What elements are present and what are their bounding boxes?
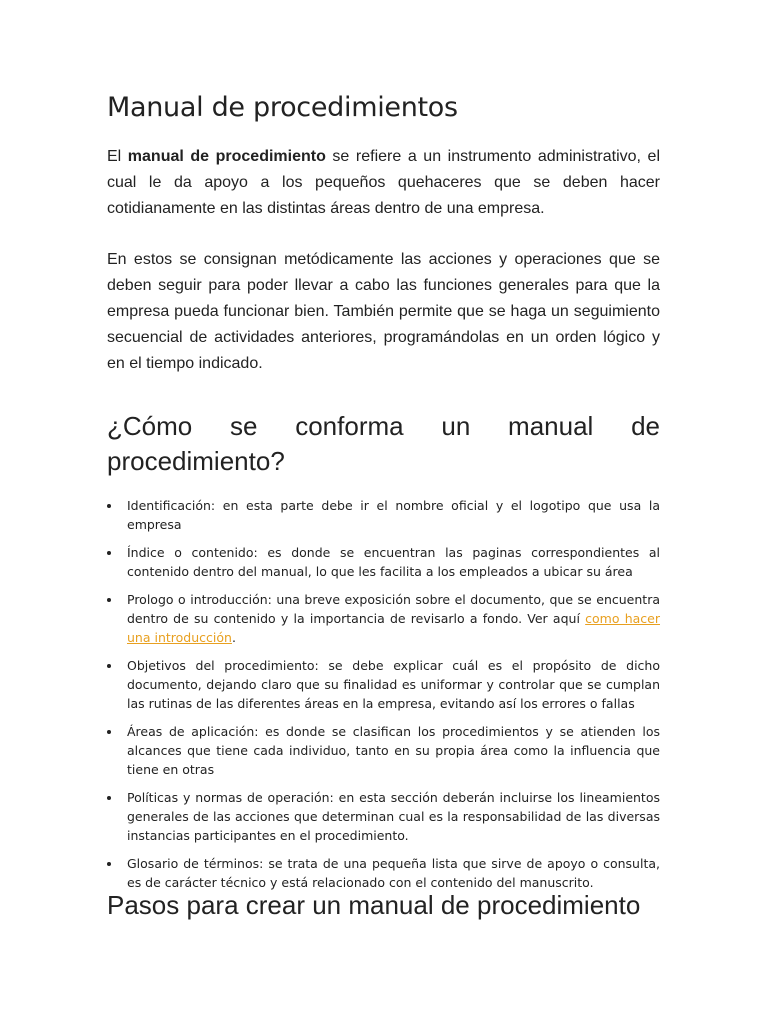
list-item-suffix: .	[231, 630, 236, 645]
list-item	[107, 656, 660, 713]
list-item	[107, 788, 660, 845]
list-item-text: Prologo o introducción: una breve exposición sobre el documento, que se encuentra dentro de su contenido y la importancia de revisarlo a fondo. Ver aquí	[127, 592, 660, 626]
heading-word: manual	[508, 411, 594, 441]
section-heading-pasos: Pasos para crear un manual de procedimiento	[107, 890, 641, 920]
intro-prefix: El	[107, 148, 128, 165]
list-item	[107, 590, 660, 647]
intro-bold-term: manual de procedimiento	[127, 148, 326, 165]
section-heading-conforma	[107, 409, 660, 479]
list-item-text: Identificación: en esta parte debe ir el nombre oficial y el logotipo que usa la empresa	[127, 498, 660, 532]
list-item-text: Objetivos del procedimiento: se debe explicar cuál es el propósito de dicho documento, dejando claro que su finalidad es uniformar y controlar que se cumplan las rutinas de las diferentes áreas en la empresa, evitando así los errores o fallas	[127, 658, 660, 711]
page-title: Manual de procedimientos	[107, 92, 458, 123]
list-item-text: Glosario de términos: se trata de una pequeña lista que sirve de apoyo o consulta, es de carácter técnico y está relacionado con el contenido del manuscrito.	[127, 856, 660, 890]
list-item	[107, 496, 660, 534]
heading-word: de	[631, 411, 660, 441]
list-item	[107, 854, 660, 892]
intro-paragraph	[107, 144, 660, 222]
introduction-link[interactable]: como hacer una introducción	[127, 611, 660, 645]
heading-line-2: procedimiento?	[107, 446, 285, 476]
list-item-text: Políticas y normas de operación: en esta sección deberán incluirse los lineamientos generales de las acciones que determinan cual es la responsabilidad de las diversas instancias participantes en el procedimiento.	[127, 790, 660, 843]
heading-line-1	[107, 409, 660, 444]
components-list	[107, 496, 660, 901]
heading-word: conforma	[295, 411, 404, 441]
list-item	[107, 543, 660, 581]
heading-word: se	[230, 411, 258, 441]
list-item	[107, 722, 660, 779]
list-item-text: Áreas de aplicación: es donde se clasifican los procedimientos y se atienden los alcances que tiene cada individuo, tanto en su propia área como la influencia que tiene en otras	[127, 724, 660, 777]
heading-word: ¿Cómo	[107, 411, 193, 441]
intro-rest: se refiere a un instrumento administrativo, el cual le da apoyo a los pequeños quehaceres que se deben hacer cotidianamente en las distintas áreas dentro de una empresa.	[107, 148, 660, 217]
list-item-text: Índice o contenido: es donde se encuentran las paginas correspondientes al contenido dentro del manual, lo que les facilita a los empleados a ubicar su área	[127, 545, 660, 579]
heading-word: un	[441, 411, 471, 441]
second-paragraph: En estos se consignan metódicamente las acciones y operaciones que se deben seguir para poder llevar a cabo las funciones generales para que la empresa pueda funcionar bien. También permite que se haga un seguimiento secuencial de actividades anteriores, programándolas en un orden lógico y en el tiempo indicado.	[107, 251, 660, 372]
